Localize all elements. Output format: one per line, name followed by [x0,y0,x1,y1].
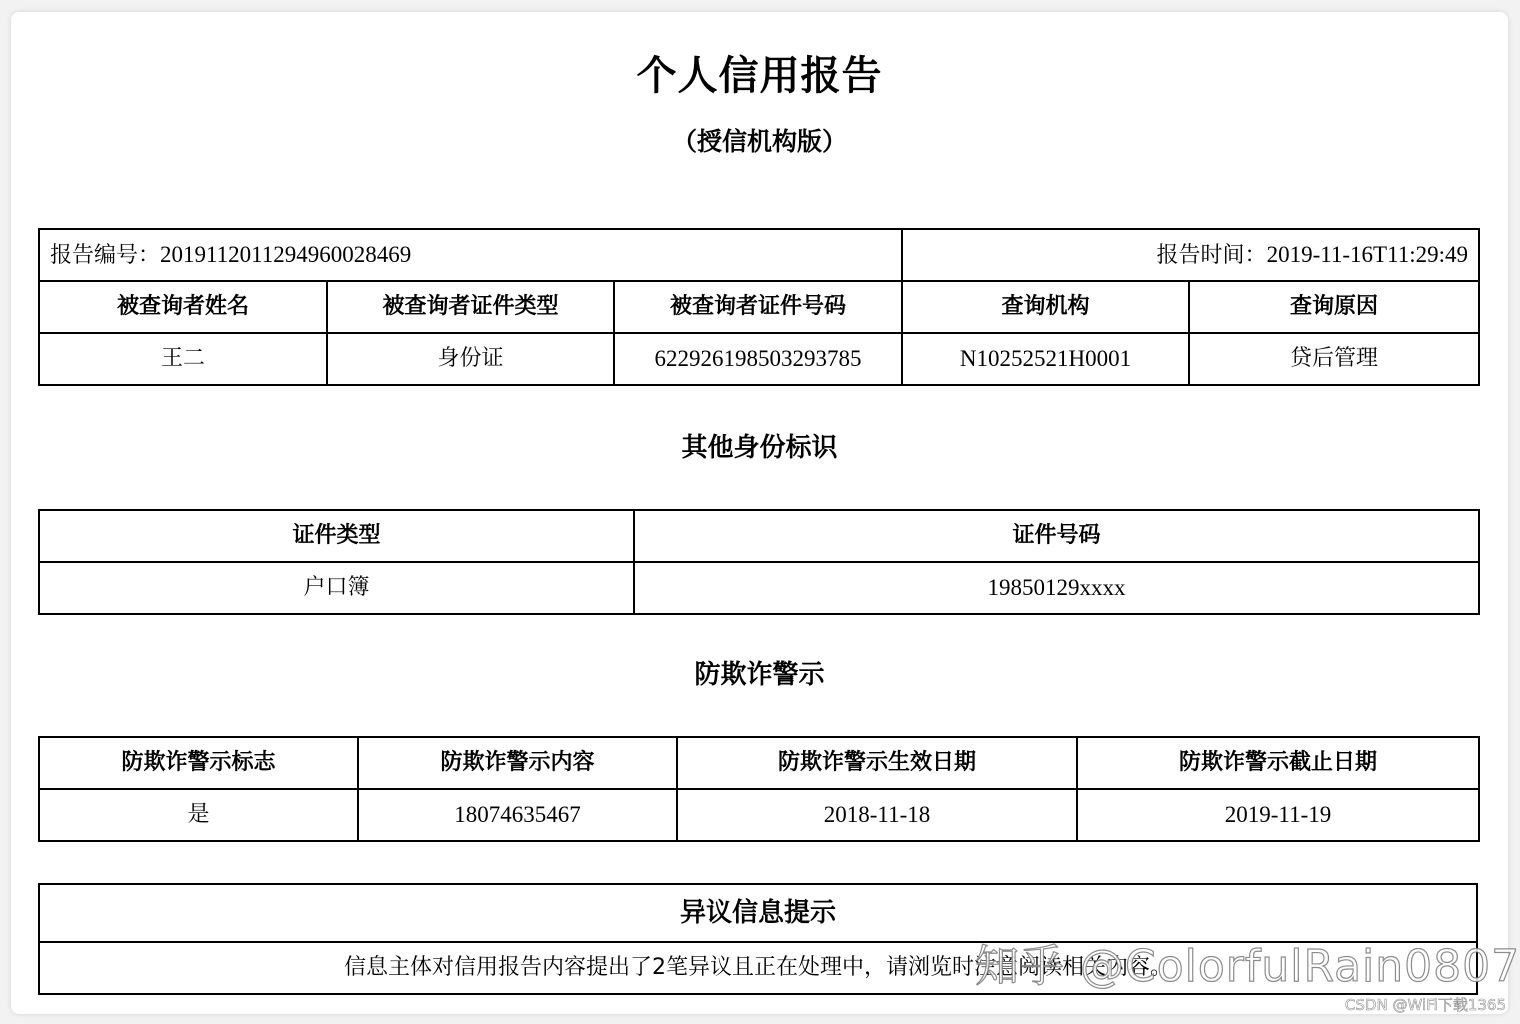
report-time-value: 2019-11-16T11:29:49 [1266,241,1469,267]
table-row [39,562,1479,614]
fraud-alert-start-date: 2018-11-18 [677,789,1077,841]
query-info-table [38,228,1480,386]
zhihu-watermark: 知乎 @ColorfulRain0807 [975,941,1520,992]
column-header: 防欺诈警示标志 [39,737,358,789]
query-reason: 贷后管理 [1189,333,1479,385]
report-number-value: 2019112011294960028469 [160,241,412,267]
csdn-watermark: CSDN @WiFi下载1365 [1344,996,1506,1014]
subject-id-number: 622926198503293785 [614,333,902,385]
column-header: 被查询者证件号码 [614,281,902,333]
column-header: 防欺诈警示截止日期 [1077,737,1479,789]
dispute-notice-body-row [39,942,1477,994]
report-meta-row [39,229,1479,281]
report-number-label: 报告编号： [50,242,161,268]
report-number-cell [39,229,902,281]
report-page [11,12,1508,1014]
fraud-alert-content: 18074635467 [358,789,677,841]
query-institution: N10252521H0001 [902,333,1189,385]
column-header: 证件号码 [634,510,1479,562]
id-number: 19850129xxxx [634,562,1479,614]
column-header: 防欺诈警示生效日期 [677,737,1077,789]
other-ids-table [38,509,1480,615]
table-header-row [39,281,1479,333]
table-header-row [39,510,1479,562]
dispute-notice-header-row [39,884,1477,942]
table-row [39,333,1479,385]
report-time-cell [902,229,1479,281]
table-header-row [39,737,1479,789]
table-row [39,789,1479,841]
fraud-alert-flag: 是 [39,789,358,841]
dispute-notice-table [38,883,1478,995]
dispute-notice-title: 异议信息提示 [39,884,1477,942]
column-header: 被查询者证件类型 [327,281,614,333]
fraud-alert-table [38,736,1480,842]
column-header: 防欺诈警示内容 [358,737,677,789]
dispute-notice-message: 信息主体对信用报告内容提出了2笔异议且正在处理中，请浏览时注意阅读相关内容。 [39,942,1477,994]
report-title: 个人信用报告 [636,53,883,99]
column-header: 证件类型 [39,510,634,562]
report-subtitle: （授信机构版） [671,127,847,156]
fraud-alert-end-date: 2019-11-19 [1077,789,1479,841]
column-header: 被查询者姓名 [39,281,327,333]
id-type: 户口簿 [39,562,634,614]
report-time-label: 报告时间： [1156,242,1267,268]
subject-name: 王二 [39,333,327,385]
column-header: 查询机构 [902,281,1189,333]
section-title-fraud-alert: 防欺诈警示 [694,660,825,690]
section-title-other-ids: 其他身份标识 [681,433,838,463]
subject-id-type: 身份证 [327,333,614,385]
column-header: 查询原因 [1189,281,1479,333]
